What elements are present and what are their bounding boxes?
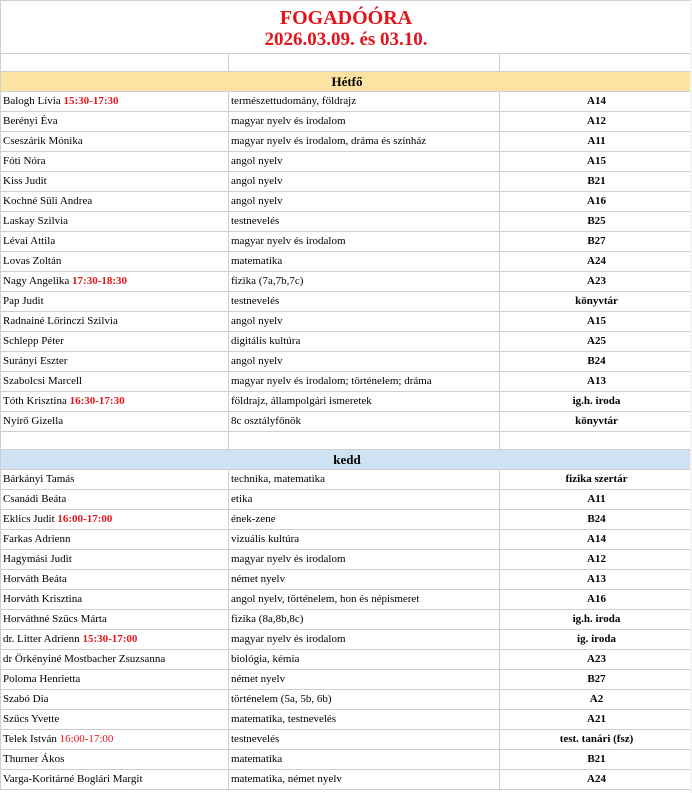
teacher-name-cell[interactable]	[1, 670, 229, 690]
teacher-name-cell[interactable]	[1, 490, 229, 510]
table-row	[1, 470, 692, 490]
teacher-name: Szücs Yvette	[3, 713, 60, 725]
table-row	[1, 132, 692, 152]
teacher-name: Radnainé Lőrinczi Szilvia	[3, 315, 118, 327]
teacher-name: Csanádi Beáta	[3, 493, 67, 505]
subject-cell[interactable]: fizika (7a,7b,7c)	[229, 272, 500, 292]
office-hour-time: 15:30-17:30	[63, 95, 119, 107]
teacher-name: Lévai Attila	[3, 235, 56, 247]
day-header[interactable]: Hétfő	[1, 72, 692, 92]
teacher-name-cell[interactable]	[1, 352, 229, 372]
subject-cell[interactable]: fizika (8a,8b,8c)	[229, 610, 500, 630]
subject-cell[interactable]: angol nyelv	[229, 312, 500, 332]
teacher-name: Szabó Dia	[3, 693, 49, 705]
teacher-name: Horváthné Szücs Márta	[3, 613, 107, 625]
teacher-name: Schlepp Péter	[3, 335, 64, 347]
room-cell[interactable]: A23	[500, 650, 692, 670]
room-cell[interactable]: B24	[500, 510, 692, 530]
subject-cell[interactable]: technika, matematika	[229, 470, 500, 490]
office-hour-time: 15:30-17:00	[82, 633, 138, 645]
table-row	[1, 292, 692, 312]
teacher-name: Thurner Ákos	[3, 753, 65, 765]
teacher-name-cell[interactable]	[1, 510, 229, 530]
room-cell[interactable]: A11	[500, 132, 692, 152]
teacher-name-cell[interactable]	[1, 730, 229, 750]
teacher-name: Cseszárik Mónika	[3, 135, 83, 147]
table-row	[1, 312, 692, 332]
teacher-name: Laskay Szilvia	[3, 215, 69, 227]
table-row	[1, 690, 692, 710]
teacher-name-cell[interactable]	[1, 530, 229, 550]
teacher-name: dr Örkényiné Mostbacher Zsuzsanna	[3, 653, 166, 665]
teacher-name: Horváth Krisztina	[3, 593, 83, 605]
day-header[interactable]: kedd	[1, 450, 692, 470]
teacher-name: Tóth Krisztina	[3, 395, 67, 407]
teacher-name-cell[interactable]	[1, 232, 229, 252]
teacher-name: Lovas Zoltán	[3, 255, 62, 267]
room-cell[interactable]: könyvtár	[500, 412, 692, 432]
table-row	[1, 252, 692, 272]
subject-cell[interactable]: magyar nyelv és irodalom	[229, 630, 500, 650]
table-row	[1, 332, 692, 352]
table-row	[1, 172, 692, 192]
subject-cell[interactable]: matematika	[229, 252, 500, 272]
subject-cell[interactable]: 8c osztályfőnök	[229, 412, 500, 432]
teacher-name-cell[interactable]	[1, 570, 229, 590]
room-cell[interactable]: A13	[500, 372, 692, 392]
subject-cell[interactable]: földrajz, állampolgári ismeretek	[229, 392, 500, 412]
subject-cell[interactable]: magyar nyelv és irodalom	[229, 232, 500, 252]
empty-cell[interactable]	[500, 54, 692, 72]
subject-cell[interactable]: etika	[229, 490, 500, 510]
subject-cell[interactable]: matematika	[229, 750, 500, 770]
teacher-name: Balogh Lívia	[3, 95, 61, 107]
teacher-name: Pap Judit	[3, 295, 44, 307]
teacher-name-cell[interactable]	[1, 710, 229, 730]
teacher-name-cell[interactable]	[1, 192, 229, 212]
teacher-name: Nyírő Gizella	[3, 415, 64, 427]
subject-cell[interactable]: történelem (5a, 5b, 6b)	[229, 690, 500, 710]
room-cell[interactable]: fizika szertár	[500, 470, 692, 490]
table-row	[1, 352, 692, 372]
table-row	[1, 412, 692, 432]
teacher-name: Hagymási Judit	[3, 553, 72, 565]
teacher-name-cell[interactable]	[1, 252, 229, 272]
room-cell[interactable]: A24	[500, 252, 692, 272]
table-row	[1, 630, 692, 650]
teacher-name: Kochné Süli Andrea	[3, 195, 93, 207]
room-cell[interactable]: A14	[500, 530, 692, 550]
table-row	[1, 490, 692, 510]
office-hour-time: 17:30-18:30	[72, 275, 128, 287]
table-row	[1, 272, 692, 292]
teacher-name-cell[interactable]	[1, 132, 229, 152]
table-row	[1, 550, 692, 570]
teacher-name-cell[interactable]	[1, 630, 229, 650]
teacher-name: Eklics Judit	[3, 513, 55, 525]
teacher-name-cell[interactable]	[1, 392, 229, 412]
room-cell[interactable]: A15	[500, 152, 692, 172]
day-header-row	[1, 72, 692, 92]
schedule-table	[0, 53, 692, 790]
subject-cell[interactable]: digitális kultúra	[229, 332, 500, 352]
room-cell[interactable]: A23	[500, 272, 692, 292]
empty-cell[interactable]	[500, 432, 692, 450]
room-cell[interactable]: B27	[500, 670, 692, 690]
subject-cell[interactable]: testnevelés	[229, 292, 500, 312]
subject-cell[interactable]: angol nyelv	[229, 172, 500, 192]
room-cell[interactable]: A12	[500, 550, 692, 570]
table-row	[1, 372, 692, 392]
subject-cell[interactable]: angol nyelv	[229, 352, 500, 372]
table-row	[1, 392, 692, 412]
subject-cell[interactable]: matematika, német nyelv	[229, 770, 500, 790]
teacher-name-cell[interactable]	[1, 650, 229, 670]
teacher-name: Szabolcsi Marcell	[3, 375, 83, 387]
teacher-name-cell[interactable]	[1, 332, 229, 352]
subject-cell[interactable]: magyar nyelv és irodalom	[229, 112, 500, 132]
room-cell[interactable]: test. tanári (fsz)	[500, 730, 692, 750]
subject-cell[interactable]: matematika, testnevelés	[229, 710, 500, 730]
teacher-name-cell[interactable]	[1, 750, 229, 770]
table-row	[1, 192, 692, 212]
room-cell[interactable]: A21	[500, 710, 692, 730]
teacher-name-cell[interactable]	[1, 212, 229, 232]
teacher-name: Kiss Judit	[3, 175, 47, 187]
subject-cell[interactable]: természettudomány, földrajz	[229, 92, 500, 112]
teacher-name: Telek István	[3, 733, 57, 745]
table-row	[1, 570, 692, 590]
teacher-name: Surányi Eszter	[3, 355, 68, 367]
room-cell[interactable]: könyvtár	[500, 292, 692, 312]
subject-cell[interactable]: angol nyelv, történelem, hon és népismeret	[229, 590, 500, 610]
empty-cell[interactable]	[229, 432, 500, 450]
subject-cell[interactable]: angol nyelv	[229, 192, 500, 212]
date-range: 2026.03.09. és 03.10.	[264, 29, 428, 50]
room-cell[interactable]: A24	[500, 770, 692, 790]
blank-row	[1, 54, 692, 72]
subject-cell[interactable]: testnevelés	[229, 212, 500, 232]
teacher-name: Berényi Éva	[3, 115, 58, 127]
table-row	[1, 510, 692, 530]
teacher-name-cell[interactable]	[1, 372, 229, 392]
subject-cell[interactable]: német nyelv	[229, 570, 500, 590]
room-cell[interactable]: B24	[500, 352, 692, 372]
subject-cell[interactable]: biológia, kémia	[229, 650, 500, 670]
teacher-name: dr. Litter Adrienn	[3, 633, 80, 645]
room-cell[interactable]: A12	[500, 112, 692, 132]
table-row	[1, 92, 692, 112]
table-row	[1, 112, 692, 132]
teacher-name: Horváth Beáta	[3, 573, 67, 585]
page-title: FOGADÓÓRA	[279, 7, 413, 29]
subject-cell[interactable]: angol nyelv	[229, 152, 500, 172]
room-cell[interactable]: A11	[500, 490, 692, 510]
teacher-name-cell[interactable]	[1, 312, 229, 332]
subject-cell[interactable]: ének-zene	[229, 510, 500, 530]
teacher-name-cell[interactable]	[1, 112, 229, 132]
table-row	[1, 232, 692, 252]
room-cell[interactable]: A14	[500, 92, 692, 112]
teacher-name-cell[interactable]	[1, 590, 229, 610]
teacher-name-cell[interactable]	[1, 272, 229, 292]
table-row	[1, 152, 692, 172]
table-row	[1, 530, 692, 550]
teacher-name: Varga-Koritárné Boglári Margit	[3, 773, 143, 785]
empty-cell[interactable]	[1, 432, 229, 450]
subject-cell[interactable]: magyar nyelv és irodalom	[229, 550, 500, 570]
room-cell[interactable]: ig.h. iroda	[500, 610, 692, 630]
table-row	[1, 650, 692, 670]
teacher-name-cell[interactable]	[1, 172, 229, 192]
teacher-name: Poloma Henrietta	[3, 673, 81, 685]
table-row	[1, 212, 692, 232]
table-row	[1, 590, 692, 610]
subject-cell[interactable]: német nyelv	[229, 670, 500, 690]
teacher-name-cell[interactable]	[1, 292, 229, 312]
room-cell[interactable]: A2	[500, 690, 692, 710]
teacher-name: Farkas Adrienn	[3, 533, 71, 545]
table-row	[1, 670, 692, 690]
table-row	[1, 710, 692, 730]
teacher-name-cell[interactable]	[1, 550, 229, 570]
table-row	[1, 610, 692, 630]
room-cell[interactable]: A16	[500, 192, 692, 212]
day-header-row	[1, 450, 692, 470]
teacher-name-cell[interactable]	[1, 470, 229, 490]
teacher-name-cell[interactable]	[1, 152, 229, 172]
office-hour-time: 16:30-17:30	[69, 395, 125, 407]
empty-cell[interactable]	[229, 54, 500, 72]
empty-cell[interactable]	[1, 54, 229, 72]
room-cell[interactable]: ig.h. iroda	[500, 392, 692, 412]
office-hour-time: 16:00-17:00	[57, 513, 113, 525]
room-cell[interactable]: B27	[500, 232, 692, 252]
teacher-name-cell[interactable]	[1, 690, 229, 710]
table-row	[1, 770, 692, 790]
table-row	[1, 750, 692, 770]
subject-cell[interactable]: magyar nyelv és irodalom, dráma és színház	[229, 132, 500, 152]
teacher-name: Nagy Angelika	[3, 275, 70, 287]
teacher-name-cell[interactable]	[1, 92, 229, 112]
room-cell[interactable]: A15	[500, 312, 692, 332]
room-cell[interactable]: B25	[500, 212, 692, 232]
teacher-name-cell[interactable]	[1, 412, 229, 432]
room-cell[interactable]: A16	[500, 590, 692, 610]
teacher-name: Fóti Nóra	[3, 155, 46, 167]
room-cell[interactable]: B21	[500, 750, 692, 770]
subject-cell[interactable]: vizuális kultúra	[229, 530, 500, 550]
room-cell[interactable]: A25	[500, 332, 692, 352]
office-hour-time: 16:00-17:00	[59, 733, 114, 745]
teacher-name: Bárkányi Tamás	[3, 473, 75, 485]
table-row	[1, 730, 692, 750]
subject-cell[interactable]: magyar nyelv és irodalom; történelem; dráma	[229, 372, 500, 392]
title-block	[0, 0, 692, 54]
teacher-name-cell[interactable]	[1, 770, 229, 790]
blank-row	[1, 432, 692, 450]
subject-cell[interactable]: testnevelés	[229, 730, 500, 750]
room-cell[interactable]: ig. iroda	[500, 630, 692, 650]
teacher-name-cell[interactable]	[1, 610, 229, 630]
room-cell[interactable]: A13	[500, 570, 692, 590]
room-cell[interactable]: B21	[500, 172, 692, 192]
